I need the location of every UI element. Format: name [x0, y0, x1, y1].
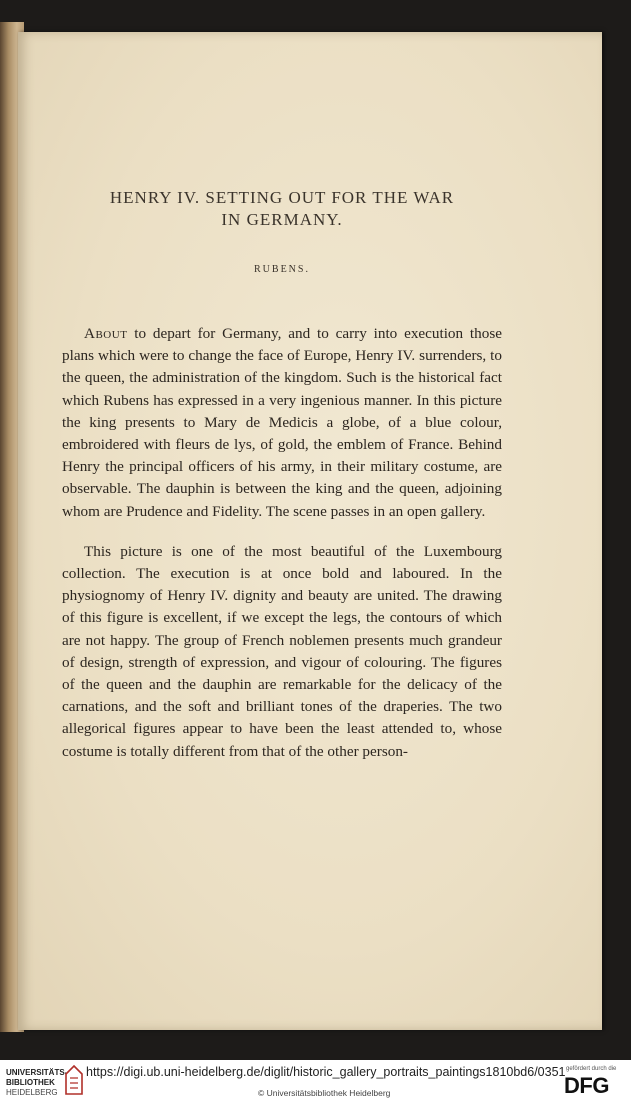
chapter-title-line1: HENRY IV. SETTING OUT FOR THE WAR	[109, 188, 455, 207]
painter-name: RUBENS.	[254, 264, 310, 275]
page-content	[62, 187, 502, 763]
book-page	[18, 32, 602, 1030]
paragraph-1-lead: About	[84, 325, 128, 342]
paragraph-1-text: to depart for Germany, and to carry into execution those plans which were to change the face of Europe, Henry IV. surrenders, to the queen, the administration of the kingdom. Such is the historical fact which Rubens has expressed in a very ingenious manner. In this picture the king presents to Mary de Medicis a globe, of a blue colour, embroidered with fleurs de lys, of gold, the emblem of France. Behind Henry the principal officers of his army, in their military costume, are observable. The dauphin is between the king and the queen, adjoining whom are Prudence and Fidelity. The scene passes in an open gallery.	[62, 325, 502, 520]
copyright-notice: © Universitätsbibliothek Heidelberg	[258, 1088, 391, 1098]
permalink-url[interactable]: https://digi.ub.uni-heidelberg.de/diglit/historic_gallery_portraits_paintings1810bd6/0351	[86, 1065, 566, 1079]
paragraph-1	[62, 323, 502, 523]
chapter-title	[62, 187, 502, 231]
funded-by-label: gefördert durch die	[566, 1066, 617, 1072]
library-logo-icon	[64, 1064, 84, 1098]
paragraph-2: This picture is one of the most beautiful of the Luxembourg collection. The execution is at once bold and laboured. In the physiognomy of Henry IV. dignity and beauty are united. The drawing of this figure is excellent, if we except the legs, the contours of which are not happy. The group of French noblemen presents much grandeur of design, strength of expression, and vigour of colouring. The figures of the queen and the dauphin are remarkable for the delicacy of the carnations, and the soft and brilliant tones of the draperies. The two allegorical figures appear to have been the least attended to, whose costume is totally different from that of the other person-	[62, 542, 502, 760]
library-name-line3: HEIDELBERG	[6, 1088, 58, 1097]
library-name-line2: BIBLIOTHEK	[6, 1078, 55, 1087]
chapter-title-line2: IN GERMANY.	[221, 210, 343, 229]
dfg-logo: DFG	[564, 1073, 609, 1098]
library-name-line1: UNIVERSITÄTS-	[6, 1068, 68, 1077]
library-name	[6, 1068, 67, 1098]
viewer-footer	[0, 1060, 631, 1105]
